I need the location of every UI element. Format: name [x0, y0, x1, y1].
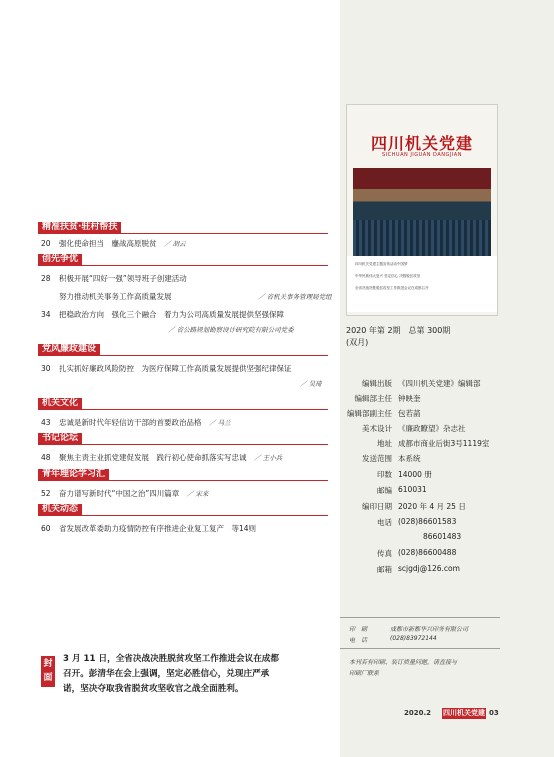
masthead-label: 发送范围 — [362, 454, 392, 463]
printer-value: 成都市新都华兴印务有限公司 — [390, 626, 469, 633]
toc-entry[interactable] — [41, 238, 186, 249]
section-rule — [38, 480, 328, 481]
toc-entry[interactable] — [41, 523, 256, 534]
toc-author: ／ 王小兵 — [254, 454, 283, 462]
print-note: 印刷厂联系 — [349, 670, 380, 677]
toc-author: ／ 省机关事务管理局党组 — [258, 293, 332, 301]
toc-entry[interactable] — [41, 273, 187, 284]
toc-entry[interactable] — [41, 363, 292, 374]
section-rule — [38, 409, 328, 410]
section-label: 精准扶贫·驻村帮扶 — [38, 222, 121, 233]
section-label: 机关文化 — [38, 398, 82, 409]
masthead-value: 14000 册 — [398, 470, 432, 479]
masthead-value: 包若菡 — [398, 409, 421, 418]
phone-value: (028)83972144 — [390, 635, 437, 642]
toc-title: 聚焦主责主业抓党建促发展 践行初心使命抓落实写忠诚 — [59, 453, 247, 462]
toc-author: ／ 马兰 — [209, 419, 231, 427]
toc-entry — [300, 379, 322, 388]
section-rule — [38, 265, 328, 266]
toc-title: 努力推动机关事务工作高质量发展 — [59, 292, 172, 301]
divider — [340, 648, 500, 649]
masthead-value: 钟映奎 — [398, 394, 421, 403]
toc-title: 积极开展“四好一强”领导班子创建活动 — [59, 274, 187, 283]
cover-subtitle: SICHUAN JIGUAN DANGJIAN — [382, 152, 462, 158]
masthead-label: 美术设计 — [362, 424, 392, 433]
masthead-label: 电话 — [377, 518, 392, 527]
toc-entry[interactable] — [41, 488, 208, 499]
toc-entry[interactable] — [41, 291, 332, 302]
phone-label: 电 话 — [349, 637, 368, 644]
printer-label: 印 刷 — [349, 626, 368, 633]
masthead-value: 《廉政瞭望》杂志社 — [398, 424, 466, 433]
cover-image — [346, 104, 498, 316]
toc-entry[interactable] — [41, 452, 282, 463]
toc-page-number: 34 — [41, 310, 51, 319]
masthead-label: 编印日期 — [362, 502, 392, 511]
toc-title: 扎实抓好廉政风险防控 为医疗保障工作高质量发展提供坚强纪律保证 — [59, 364, 292, 373]
masthead-value: (028)86600488 — [398, 548, 457, 557]
masthead-value: scjgdj@126.com — [398, 564, 460, 573]
divider — [340, 617, 500, 618]
section-rule — [38, 233, 328, 234]
toc-author: ／ 胡云 — [164, 240, 186, 248]
toc-title: 忠诚是新时代年轻信访干部的首要政治品格 — [59, 418, 202, 427]
masthead-value: 成都市商业后街3号1119室 — [398, 439, 490, 448]
footer-issue: 2020.2 — [404, 709, 432, 717]
cover-caption-line: 召开。彭清华在会上强调，坚定必胜信心，兑现庄严承 — [63, 669, 270, 679]
toc-title: 把稳政治方向 强化三个融合 着力为公司高质量发展提供坚强保障 — [59, 310, 284, 319]
issue-frequency: (双月) — [346, 338, 369, 347]
cover-banner — [347, 256, 497, 312]
masthead-label: 邮编 — [377, 486, 392, 495]
masthead-value: 《四川机关党建》编辑部 — [398, 379, 481, 388]
cover-banner-line: 中华民族伟大复兴 坚定信心 决胜脱贫攻坚 — [355, 274, 421, 278]
masthead-label: 编辑出版 — [362, 379, 392, 388]
masthead-value: 86601483 — [423, 532, 462, 541]
masthead-value: 610031 — [398, 485, 427, 494]
toc-page-number: 60 — [41, 524, 51, 533]
print-note: 本刊若有印刷、装订质量问题，请直接与 — [349, 659, 458, 666]
masthead-label: 传真 — [377, 549, 392, 558]
section-label: 书记论坛 — [38, 433, 82, 444]
toc-page-number: 48 — [41, 453, 51, 462]
cover-tag: 封面 — [41, 656, 55, 687]
toc-page-number: 43 — [41, 418, 51, 427]
toc-entry[interactable] — [41, 417, 231, 428]
section-rule — [38, 355, 328, 356]
cover-banner-line: 四川机关党建主题宣传活动中国梦 — [355, 262, 408, 266]
toc-author: ／ 省公路规划勘察设计研究院有限公司党委 — [168, 326, 294, 334]
cover-photo — [353, 168, 491, 256]
masthead-label: 编辑部主任 — [354, 394, 392, 403]
masthead-label: 印数 — [377, 470, 392, 479]
masthead-value: 本系统 — [398, 454, 421, 463]
toc-title: 省发展改革委助力疫情防控有序推进企业复工复产 等14则 — [59, 524, 257, 533]
masthead-label: 地址 — [377, 439, 392, 448]
toc-entry[interactable] — [41, 309, 284, 320]
cover-caption-line: 诺，坚决夺取我省脱贫攻坚收官之战全面胜利。 — [63, 684, 244, 694]
toc-author: ／ 吴琦 — [300, 380, 322, 388]
section-label: 创先争优 — [38, 254, 82, 265]
masthead-label: 编辑部副主任 — [347, 409, 392, 418]
cover-banner-line: 全省决战决胜脱贫攻坚工作推进会议在成都召开 — [355, 286, 429, 290]
page-number: 03 — [489, 709, 499, 717]
toc-page-number: 28 — [41, 274, 51, 283]
section-rule — [38, 515, 328, 516]
toc-page-number: 52 — [41, 489, 51, 498]
toc-title: 强化使命担当 鏖战高原脱贫 — [59, 239, 157, 248]
cover-caption-line: 3 月 11 日，全省决战决胜脱贫攻坚工作推进会议在成都 — [63, 654, 279, 664]
masthead-label: 邮箱 — [377, 565, 392, 574]
masthead-value: (028)86601583 — [398, 517, 457, 526]
toc-author: ／ 宋来 — [186, 490, 209, 498]
toc-page-number: 30 — [41, 364, 51, 373]
section-label: 机关动态 — [38, 504, 82, 515]
section-label: 党风廉政建设 — [38, 344, 100, 355]
section-label: 青年理论学习汇 — [38, 469, 109, 480]
toc-page-number: 20 — [41, 239, 51, 248]
footer-brand: 四川机关党建 — [443, 709, 485, 717]
masthead-value: 2020 年 4 月 25 日 — [398, 502, 466, 511]
issue-line: 2020 年第 2期 总第 300期 — [346, 326, 451, 335]
toc-entry — [168, 325, 294, 334]
cover-title: 四川机关党建 — [370, 134, 473, 153]
toc-title: 奋力谱写新时代“中国之治”四川篇章 — [59, 489, 180, 498]
section-rule — [38, 444, 328, 445]
